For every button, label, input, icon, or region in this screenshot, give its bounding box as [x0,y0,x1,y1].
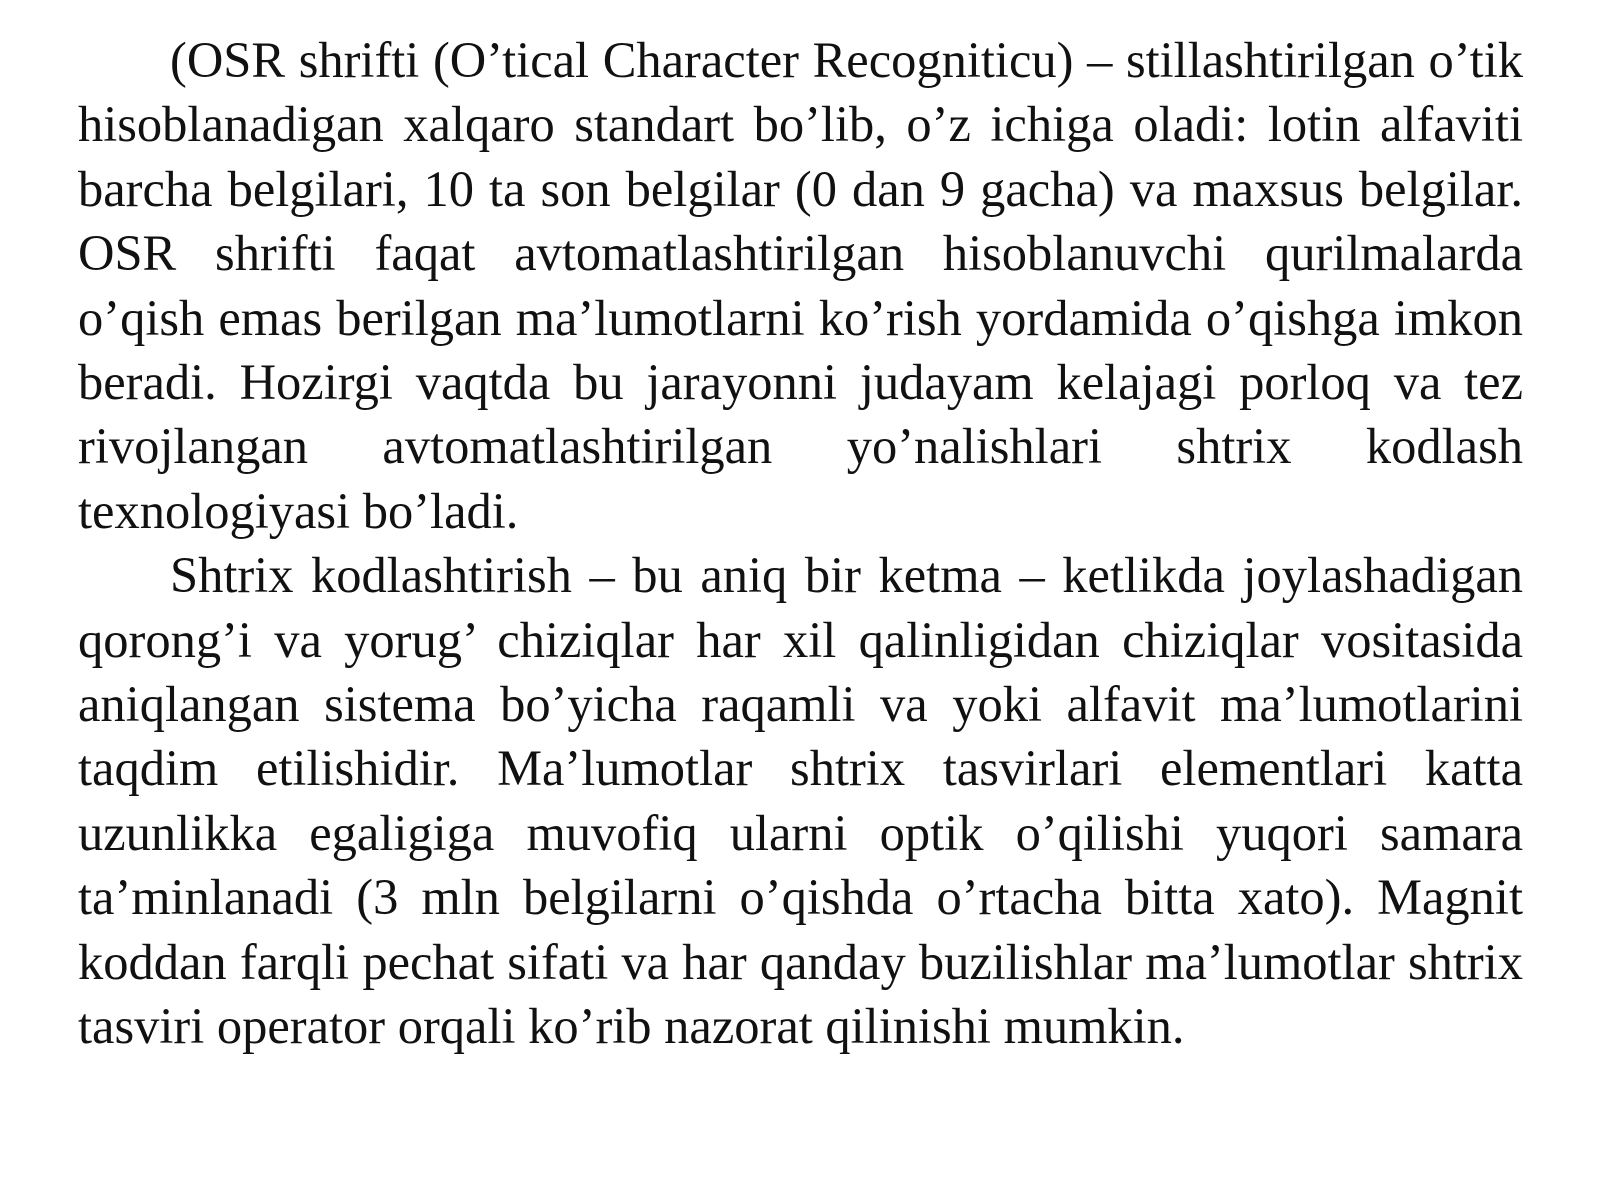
document-page [78,28,1523,1059]
paragraph-barcoding: Shtrix kodlashtirish – bu aniq bir ketma – ketlikda joylashadigan qorong’i va yorug’ chiziqlar har xil qalinligidan chiziqlar vositasida aniqlangan sistema bo’yicha raqamli va yoki alfavit ma’lumotlarini taqdim etilishidir. Ma’lumotlar shtrix tasvirlari elementlari katta uzunlikka egaligiga muvofiq ularni optik o’qilishi yuqori samara ta’minlanadi (3 mln belgilarni o’qishda o’rtacha bitta xato). Magnit koddan farqli pechat sifati va har qanday buzilishlar ma’lumotlar shtrix tasviri operator orqali ko’rib nazorat qilinishi mumkin. [78,547,1523,1055]
paragraph-osr-font: (OSR shrifti (O’tical Character Recogniticu) – stillashtirilgan o’tik hisoblanadigan xalqaro standart bo’lib, o’z ichiga oladi: lotin alfaviti barcha belgilari, 10 ta son belgilar (0 dan 9 gacha) va maxsus belgilar. OSR shrifti faqat avtomatlashtirilgan hisoblanuvchi qurilmalarda o’qish emas berilgan ma’lumotlarni ko’rish yordamida o’qishga imkon beradi. Hozirgi vaqtda bu jarayonni judayam kelajagi porloq va tez rivojlangan avtomatlashtirilgan yo’nalishlari shtrix kodlash texnologiyasi bo’ladi. [78,32,1523,539]
